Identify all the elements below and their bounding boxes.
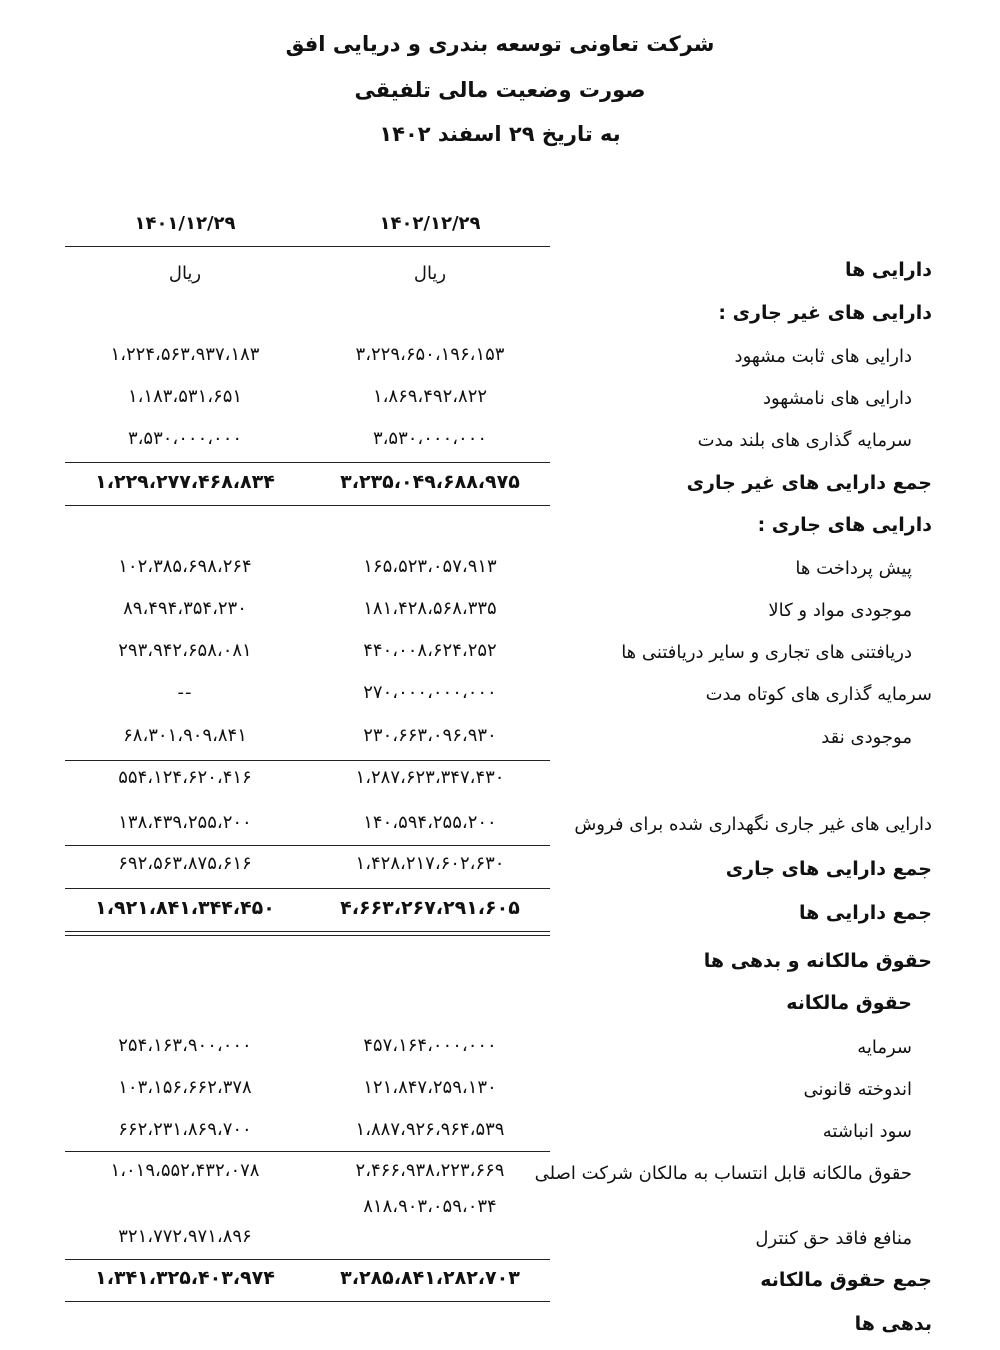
inventory-prior: ۸۹،۴۹۴،۳۵۴،۲۳۰ [123, 598, 247, 619]
st-investments-current: ۲۷۰،۰۰۰،۰۰۰،۰۰۰ [363, 682, 497, 703]
equity-liabilities-heading: حقوق مالکانه و بدهی ها [703, 950, 932, 972]
legal-reserve-current: ۱۲۱،۸۴۷،۲۵۹،۱۳۰ [363, 1077, 497, 1098]
total-noncurrent-prior: ۱،۲۲۹،۲۷۷،۴۶۸،۸۳۴ [95, 471, 275, 493]
nci-label: منافع فاقد حق کنترل [755, 1228, 912, 1249]
cash-label: موجودی نقد [821, 727, 912, 748]
total-equity-label: جمع حقوق مالکانه [760, 1269, 932, 1291]
current-total-rule-bottom [65, 888, 550, 889]
current-subtotal-prior: ۵۵۴،۱۲۴،۶۲۰،۴۱۶ [118, 767, 252, 788]
unit-prior: ریال [168, 263, 202, 284]
lt-investments-current: ۳،۵۳۰،۰۰۰،۰۰۰ [372, 428, 488, 449]
st-investments-label: سرمایه گذاری های کوتاه مدت [705, 684, 932, 705]
ppe-current: ۳،۲۲۹،۶۵۰،۱۹۶،۱۵۳ [355, 344, 505, 365]
capital-label: سرمایه [857, 1037, 912, 1058]
prepayments-prior: ۱۰۲،۳۸۵،۶۹۸،۲۶۴ [118, 556, 252, 577]
current-assets-heading: دارایی های جاری : [757, 514, 932, 536]
retained-earnings-label: سود انباشته [822, 1121, 912, 1142]
receivables-prior: ۲۹۳،۹۴۲،۶۵۸،۰۸۱ [118, 640, 252, 661]
parent-equity-label: حقوق مالکانه قابل انتساب به مالکان شرکت اصلی [534, 1163, 912, 1184]
noncurrent-assets-heading: دارایی های غیر جاری : [718, 302, 932, 324]
equity-total-rule-bottom [65, 1301, 550, 1302]
total-current-label: جمع دارایی های جاری [725, 858, 932, 880]
current-total-rule-top [65, 845, 550, 846]
nci-prior: ۳۲۱،۷۷۲،۹۷۱،۸۹۶ [118, 1226, 252, 1247]
equity-heading: حقوق مالکانه [786, 992, 912, 1014]
st-investments-prior: -- [177, 682, 193, 703]
capital-current: ۴۵۷،۱۶۴،۰۰۰،۰۰۰ [363, 1035, 497, 1056]
parent-equity-current: ۲،۴۶۶،۹۳۸،۲۲۳،۶۶۹ [355, 1160, 505, 1181]
legal-reserve-prior: ۱۰۳،۱۵۶،۶۶۲،۳۷۸ [118, 1077, 252, 1098]
equity-total-rule-top [65, 1259, 550, 1260]
column-header-prior: ۱۴۰۱/۱۲/۲۹ [134, 213, 236, 234]
prepayments-label: پیش پرداخت ها [795, 558, 912, 579]
held-for-sale-current: ۱۴۰،۵۹۴،۲۵۵،۲۰۰ [363, 812, 497, 833]
noncurrent-total-rule [65, 505, 550, 506]
equity-subtotal-rule [65, 1151, 550, 1152]
total-equity-prior: ۱،۳۴۱،۳۲۵،۴۰۳،۹۷۴ [95, 1267, 275, 1289]
total-assets-prior: ۱،۹۲۱،۸۴۱،۳۴۴،۴۵۰ [95, 897, 275, 919]
retained-earnings-current: ۱،۸۸۷،۹۲۶،۹۶۴،۵۳۹ [355, 1119, 505, 1140]
header-rule [65, 246, 550, 247]
retained-earnings-prior: ۶۶۲،۲۳۱،۸۶۹،۷۰۰ [118, 1119, 252, 1140]
nci-current: ۸۱۸،۹۰۳،۰۵۹،۰۳۴ [363, 1196, 497, 1217]
inventory-current: ۱۸۱،۴۲۸،۵۶۸،۳۳۵ [363, 598, 497, 619]
column-header-current: ۱۴۰۲/۱۲/۲۹ [379, 213, 481, 234]
prepayments-current: ۱۶۵،۵۲۳،۰۵۷،۹۱۳ [363, 556, 497, 577]
total-assets-label: جمع دارایی ها [798, 902, 932, 924]
company-name: شرکت تعاونی توسعه بندری و دریایی افق [285, 32, 715, 56]
total-current-current: ۱،۴۲۸،۲۱۷،۶۰۲،۶۳۰ [355, 853, 505, 874]
current-subtotal-rule [65, 760, 550, 761]
cash-current: ۲۳۰،۶۶۳،۰۹۶،۹۳۰ [363, 725, 497, 746]
capital-prior: ۲۵۴،۱۶۳،۹۰۰،۰۰۰ [118, 1035, 252, 1056]
intangibles-label: دارایی های نامشهود [762, 388, 912, 409]
receivables-current: ۴۴۰،۰۰۸،۶۲۴،۲۵۲ [363, 640, 497, 661]
receivables-label: دریافتنی های تجاری و سایر دریافتنی ها [621, 642, 912, 663]
ppe-prior: ۱،۲۲۴،۵۶۳،۹۳۷،۱۸۳ [110, 344, 260, 365]
unit-current: ریال [413, 263, 447, 284]
inventory-label: موجودی مواد و کالا [768, 600, 912, 621]
total-noncurrent-current: ۳،۲۳۵،۰۴۹،۶۸۸،۹۷۵ [340, 471, 520, 493]
parent-equity-prior: ۱،۰۱۹،۵۵۲،۴۳۲،۰۷۸ [110, 1160, 260, 1181]
lt-investments-label: سرمایه گذاری های بلند مدت [697, 430, 912, 451]
noncurrent-subtotal-rule [65, 462, 550, 463]
total-noncurrent-label: جمع دارایی های غیر جاری [686, 472, 932, 494]
lt-investments-prior: ۳،۵۳۰،۰۰۰،۰۰۰ [127, 428, 243, 449]
ppe-label: دارایی های ثابت مشهود [734, 346, 912, 367]
total-assets-double-rule [65, 931, 550, 936]
statement-date: به تاریخ ۲۹ اسفند ۱۴۰۲ [379, 122, 621, 146]
held-for-sale-label: دارایی های غیر جاری نگهداری شده برای فروش [574, 814, 932, 835]
statement-title: صورت وضعیت مالی تلفیقی [354, 78, 646, 102]
legal-reserve-label: اندوخته قانونی [803, 1079, 912, 1100]
liabilities-heading: بدهی ها [854, 1313, 932, 1335]
current-subtotal-current: ۱،۲۸۷،۶۲۳،۳۴۷،۴۳۰ [355, 767, 505, 788]
total-current-prior: ۶۹۲،۵۶۳،۸۷۵،۶۱۶ [118, 853, 252, 874]
intangibles-current: ۱،۸۶۹،۴۹۲،۸۲۲ [372, 386, 488, 407]
assets-heading: دارایی ها [845, 259, 932, 281]
total-assets-current: ۴،۶۶۳،۲۶۷،۲۹۱،۶۰۵ [340, 897, 520, 919]
cash-prior: ۶۸،۳۰۱،۹۰۹،۸۴۱ [123, 725, 247, 746]
held-for-sale-prior: ۱۳۸،۴۳۹،۲۵۵،۲۰۰ [118, 812, 252, 833]
intangibles-prior: ۱،۱۸۳،۵۳۱،۶۵۱ [127, 386, 243, 407]
total-equity-current: ۳،۲۸۵،۸۴۱،۲۸۲،۷۰۳ [340, 1267, 520, 1289]
